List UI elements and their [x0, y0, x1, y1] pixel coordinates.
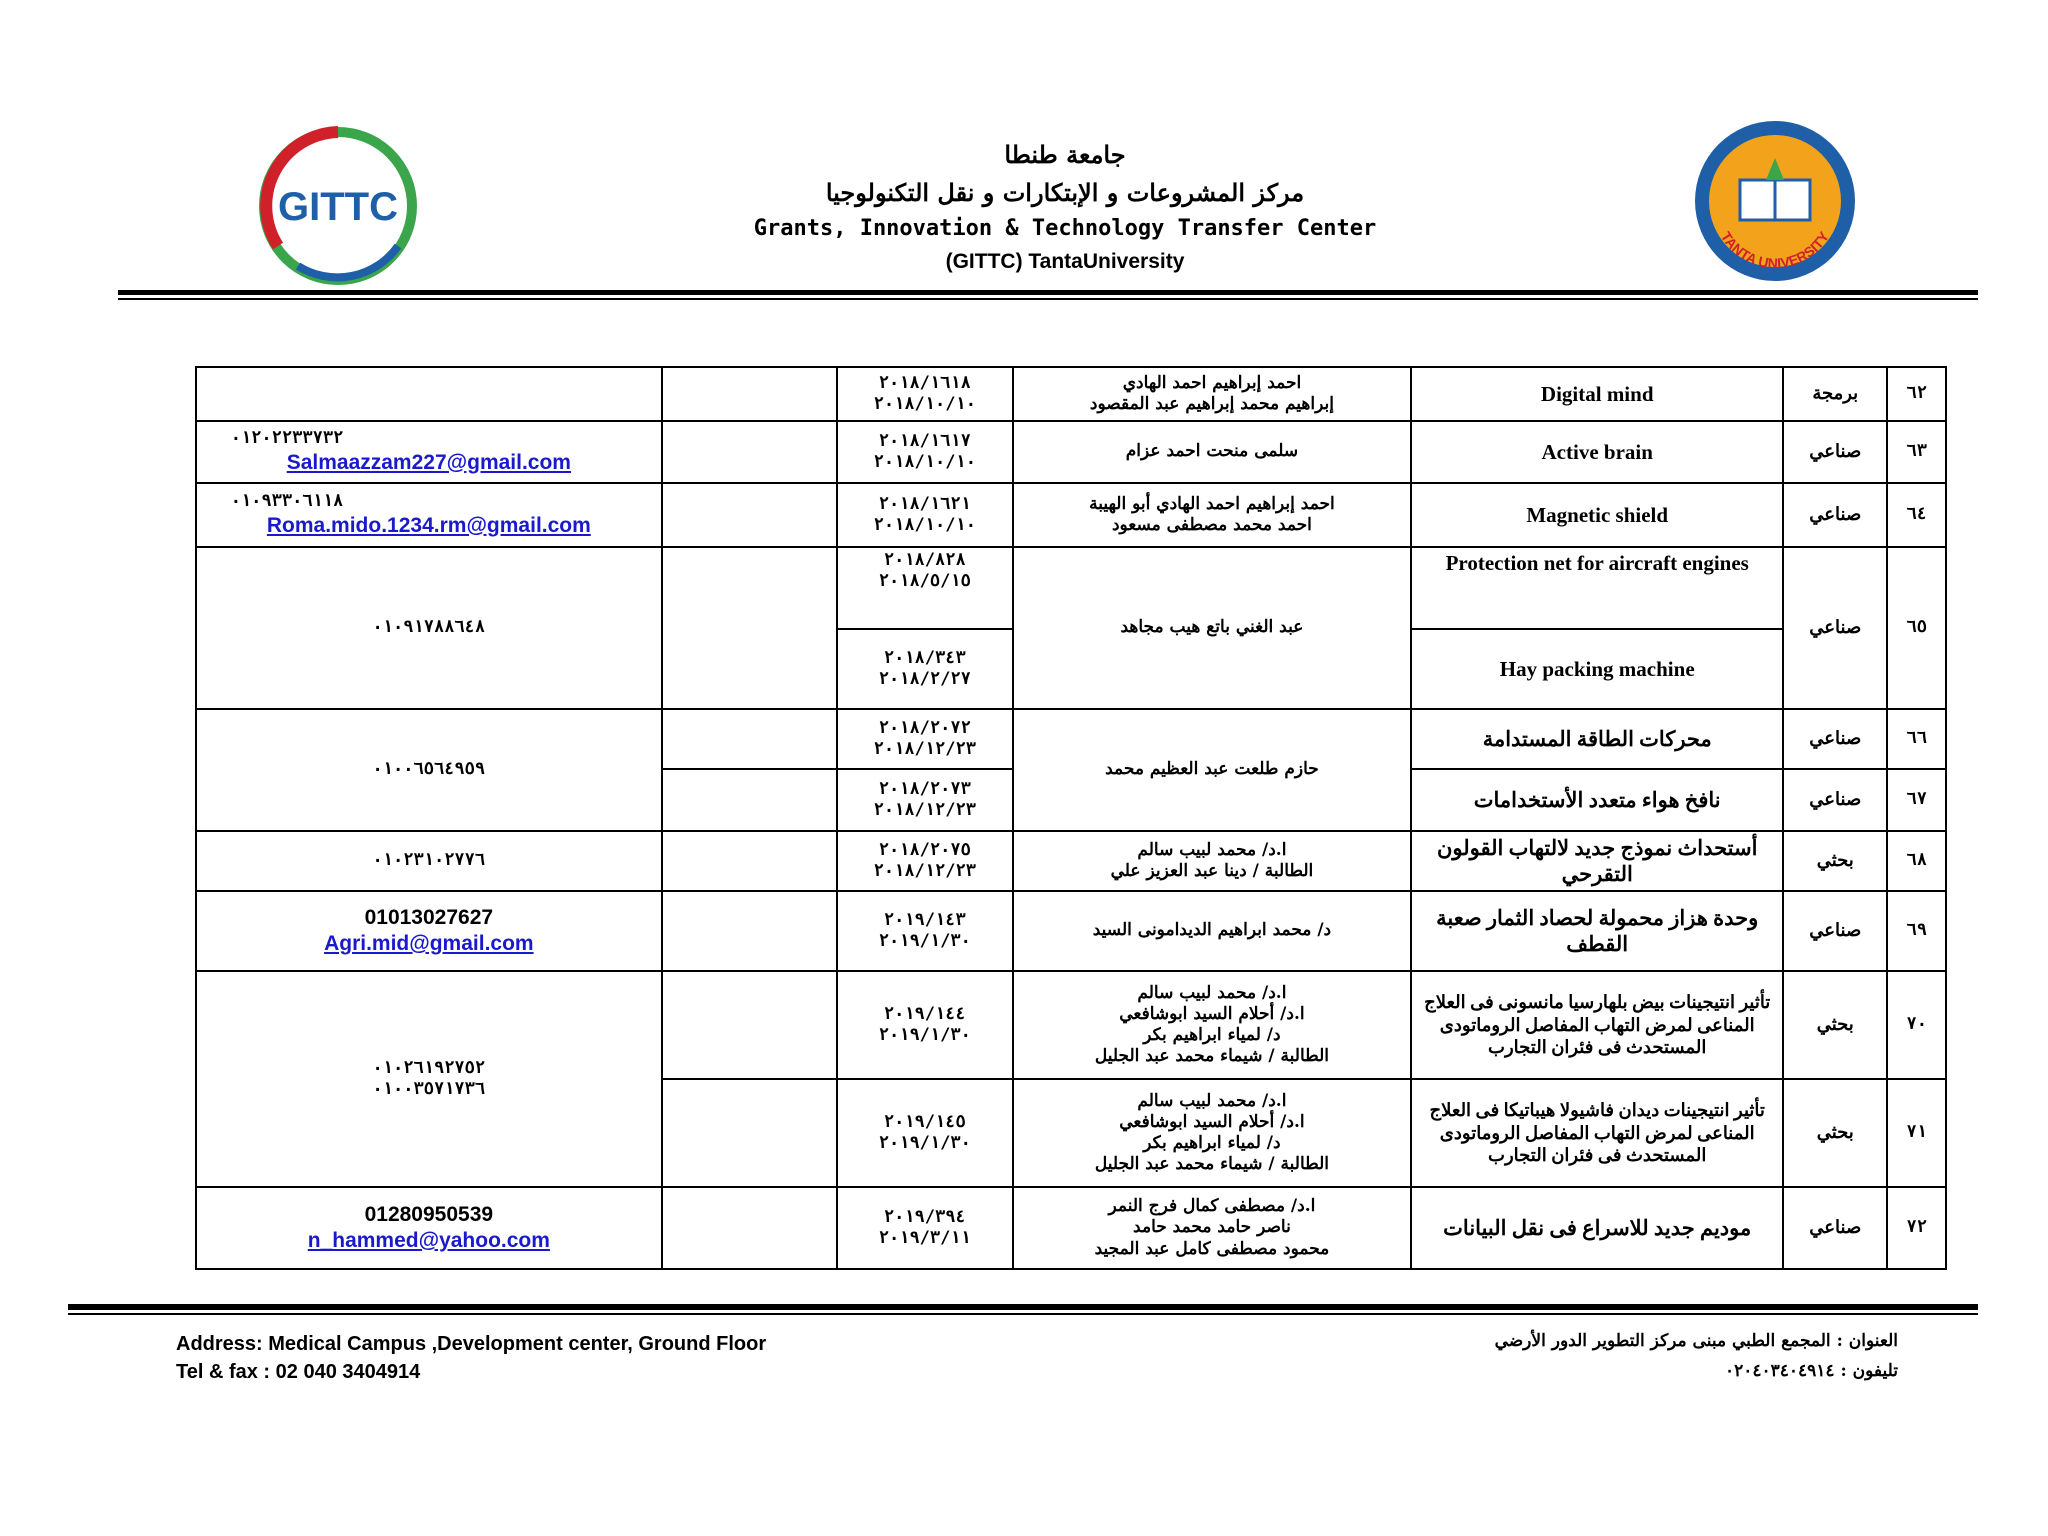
contact-email-link[interactable]: Roma.mido.1234.rm@gmail.com — [266, 513, 591, 537]
record-number: ٢٠١٩/١٤٤ — [883, 1003, 966, 1024]
blank-cell — [662, 769, 837, 831]
date-cell — [837, 891, 1012, 971]
record-number: ٢٠١٨/٣٤٣ — [883, 647, 966, 668]
blank-cell — [662, 1187, 837, 1269]
project-type: برمجة — [1783, 367, 1887, 421]
record-date: ٢٠١٨/٢/٢٧ — [878, 669, 971, 689]
names-cell — [1013, 1187, 1412, 1269]
blank-cell — [662, 421, 837, 483]
person-name: الطالبة / دينا عبد العزيز علي — [1110, 861, 1314, 881]
contact-phone: ٠١٠٩٣٣٠٦١١٨ — [230, 491, 344, 512]
person-name: د/ محمد ابراهيم الديدامونى السيد — [1092, 920, 1332, 941]
row-number: ٦٤ — [1887, 483, 1946, 547]
blank-cell — [662, 1079, 837, 1187]
person-name: الطالبة / شيماء محمد عبد الجليل — [1094, 1154, 1330, 1175]
table-row — [196, 421, 1946, 483]
record-date: ٢٠١٩/١/٣٠ — [878, 931, 971, 951]
blank-cell — [662, 709, 837, 769]
date-cell — [837, 367, 1012, 421]
names-cell — [1013, 1079, 1412, 1187]
project-title: Protection net for aircraft engines — [1411, 547, 1783, 629]
names-cell — [1013, 831, 1412, 891]
university-name-ar: جامعة طنطا — [1004, 140, 1126, 169]
names-cell — [1013, 891, 1412, 971]
table-row — [196, 547, 1946, 629]
contact-phone: ٠١٠٠٣٥٧١٧٣٦ — [372, 1079, 486, 1099]
record-number: ٢٠١٩/٣٩٤ — [883, 1206, 966, 1227]
blank-cell — [662, 971, 837, 1079]
table-row — [196, 367, 1946, 421]
contact-cell — [196, 367, 662, 421]
person-name: ا.د/ مصطفى كمال فرج النمر — [1108, 1196, 1316, 1217]
table-row — [196, 831, 1946, 891]
record-date: ٢٠١٨/٥/١٥ — [878, 571, 971, 592]
project-title: نافخ هواء متعدد الأستخدامات — [1411, 769, 1783, 831]
contact-email-link[interactable]: Agri.mid@gmail.com — [324, 932, 534, 955]
person-name: الطالبة / شيماء محمد عبد الجليل — [1094, 1046, 1330, 1067]
record-date: ٢٠١٩/١/٣٠ — [878, 1133, 971, 1153]
innovations-table — [195, 366, 1947, 1270]
project-type: صناعي — [1783, 1187, 1887, 1269]
record-date: ٢٠١٩/١/٣٠ — [878, 1025, 971, 1045]
footer-address-ar: العنوان : المجمع الطبي مبنى مركز التطوير الدور الأرضي — [1494, 1331, 1898, 1351]
project-type: صناعي — [1783, 891, 1887, 971]
blank-cell — [662, 547, 837, 709]
tanta-university-seal — [1692, 118, 1858, 284]
project-type: صناعي — [1783, 483, 1887, 547]
contact-cell — [196, 971, 662, 1187]
person-name: محمود مصطفى كامل عبد المجيد — [1094, 1238, 1330, 1259]
date-cell — [837, 483, 1012, 547]
center-name-en: Grants, Innovation & Technology Transfer Center — [753, 216, 1377, 241]
table-row — [196, 971, 1946, 1079]
record-date: ٢٠١٩/٣/١١ — [878, 1228, 971, 1248]
record-number: ٢٠١٨/١٦١٧ — [878, 430, 971, 451]
header-rule — [118, 290, 1978, 295]
person-name: احمد إبراهيم احمد الهادي — [1122, 372, 1302, 393]
row-number: ٦٣ — [1887, 421, 1946, 483]
record-date: ٢٠١٨/١٠/١٠ — [873, 452, 976, 472]
letterhead — [0, 0, 2048, 320]
project-title: تأثير انتيجينات بيض بلهارسيا مانسونى فى العلاج المناعى لمرض التهاب المفاصل الروماتودى المستحدث فى فئران التجارب — [1411, 971, 1783, 1079]
date-cell — [837, 547, 1012, 629]
table-row — [196, 891, 1946, 971]
record-date: ٢٠١٨/١٠/١٠ — [873, 394, 976, 414]
row-number: ٦٩ — [1887, 891, 1946, 971]
contact-phone: ٠١٠٢٣١٠٢٧٧٦ — [196, 831, 662, 891]
date-cell — [837, 769, 1012, 831]
blank-cell — [662, 483, 837, 547]
project-title: محركات الطاقة المستدامة — [1411, 709, 1783, 769]
record-number: ٢٠١٨/٢٠٧٣ — [878, 778, 971, 799]
project-title: موديم جديد للاسراع فى نقل البيانات — [1411, 1187, 1783, 1269]
gittc-logo-text: GITTC — [278, 185, 398, 229]
person-name: إبراهيم محمد إبراهيم عبد المقصود — [1089, 394, 1334, 414]
seal-text: TANTA UNIVERSITY — [1717, 228, 1833, 272]
person-name: حازم طلعت عبد العظيم محمد — [1013, 709, 1412, 831]
record-date: ٢٠١٨/١٢/٢٣ — [873, 739, 976, 759]
center-name-ar: مركز المشروعات و الإبتكارات و نقل التكنولوجيا — [825, 178, 1305, 207]
record-number: ٢٠١٨/٢٠٧٢ — [878, 717, 971, 738]
row-number: ٦٦ — [1887, 709, 1946, 769]
names-cell — [1013, 367, 1412, 421]
person-name: ا.د/ أحلام السيد ابوشافعي — [1119, 1003, 1305, 1024]
record-number: ٢٠١٩/١٤٣ — [883, 909, 966, 930]
footer-rule-thin — [68, 1313, 1978, 1315]
row-number: ٦٢ — [1887, 367, 1946, 421]
contact-phone: ٠١٠٢٦١٩٢٧٥٢ — [372, 1057, 486, 1078]
person-name: عبد الغني باتع هيب مجاهد — [1013, 547, 1412, 709]
person-name: احمد محمد مصطفى مسعود — [1111, 515, 1312, 535]
date-cell — [837, 1079, 1012, 1187]
person-name: سلمى منحت احمد عزام — [1125, 441, 1299, 462]
footer-contact-en — [176, 1330, 766, 1386]
project-type: صناعي — [1783, 421, 1887, 483]
contact-email-link[interactable]: n_hammed@yahoo.com — [307, 1229, 550, 1252]
table-row — [196, 1187, 1946, 1269]
person-name: د/ لمياء ابراهيم بكر — [1143, 1133, 1281, 1153]
contact-phone: ٠١٠٩١٧٨٨٦٤٨ — [196, 547, 662, 709]
project-title: Digital mind — [1411, 367, 1783, 421]
center-short-name: (GITTC) TantaUniversity — [945, 250, 1185, 273]
project-title: تأثير انتيجينات ديدان فاشيولا هيباتيكا فى العلاج المناعى لمرض التهاب المفاصل الروماتودى المستحدث فى فئران التجارب — [1411, 1079, 1783, 1187]
person-name: ا.د/ محمد لبيب سالم — [1137, 1090, 1287, 1111]
contact-phone: 01280950539 — [364, 1202, 494, 1226]
date-cell — [837, 709, 1012, 769]
footer-rule — [68, 1304, 1978, 1310]
record-date: ٢٠١٨/١٢/٢٣ — [873, 861, 976, 881]
footer-tel-en: Tel & fax : 02 040 3404914 — [176, 1361, 421, 1383]
footer-contact-ar — [1495, 1326, 1898, 1386]
names-cell — [1013, 421, 1412, 483]
project-type: بحثي — [1783, 971, 1887, 1079]
contact-cell — [196, 421, 662, 483]
project-title: Active brain — [1411, 421, 1783, 483]
project-type: صناعي — [1783, 769, 1887, 831]
date-cell — [837, 421, 1012, 483]
project-type: بحثي — [1783, 831, 1887, 891]
row-number: ٧١ — [1887, 1079, 1946, 1187]
blank-cell — [662, 891, 837, 971]
record-number: ٢٠١٨/٢٠٧٥ — [878, 839, 971, 860]
person-name: ا.د/ محمد لبيب سالم — [1137, 839, 1287, 860]
table-row — [196, 709, 1946, 769]
project-title: أستحداث نموذج جديد لالتهاب القولون التقرحي — [1411, 831, 1783, 891]
project-type: صناعي — [1783, 547, 1887, 709]
project-type: صناعي — [1783, 709, 1887, 769]
person-name: ا.د/ محمد لبيب سالم — [1137, 982, 1287, 1003]
record-number: ٢٠١٩/١٤٥ — [883, 1111, 966, 1132]
person-name: د/ لمياء ابراهيم بكر — [1143, 1025, 1281, 1045]
contact-email-link[interactable]: Salmaazzam227@gmail.com — [286, 450, 571, 474]
date-cell — [837, 1187, 1012, 1269]
row-number: ٧٢ — [1887, 1187, 1946, 1269]
row-number: ٦٥ — [1887, 547, 1946, 709]
contact-phone: 01013027627 — [364, 905, 494, 929]
row-number: ٦٧ — [1887, 769, 1946, 831]
blank-cell — [662, 831, 837, 891]
person-name: ا.د/ أحلام السيد ابوشافعي — [1119, 1111, 1305, 1132]
person-name: ناصر حامد محمد حامد — [1133, 1217, 1291, 1238]
blank-cell — [662, 367, 837, 421]
project-title: Hay packing machine — [1411, 629, 1783, 709]
record-date: ٢٠١٨/١٢/٢٣ — [873, 800, 976, 820]
gittc-logo — [258, 126, 418, 286]
contact-cell — [196, 483, 662, 547]
table-row — [196, 483, 1946, 547]
record-date: ٢٠١٨/١٠/١٠ — [873, 515, 976, 535]
project-type: بحثي — [1783, 1079, 1887, 1187]
contact-cell — [196, 1187, 662, 1269]
record-number: ٢٠١٨/١٦١٨ — [878, 372, 971, 393]
header-rule-thin — [118, 298, 1978, 300]
contact-phone: ٠١٢٠٢٢٣٣٧٣٢ — [230, 428, 344, 449]
person-name: احمد إبراهيم احمد الهادي أبو الهيبة — [1089, 493, 1335, 514]
project-title: Magnetic shield — [1411, 483, 1783, 547]
names-cell — [1013, 483, 1412, 547]
names-cell — [1013, 971, 1412, 1079]
row-number: ٦٨ — [1887, 831, 1946, 891]
date-cell — [837, 971, 1012, 1079]
footer-address-en: Address: Medical Campus ,Development center, Ground Floor — [176, 1333, 767, 1355]
contact-cell — [196, 891, 662, 971]
date-cell — [837, 629, 1012, 709]
footer-tel-ar: تليفون : ٠٢٠٤٠٣٤٠٤٩١٤ — [1724, 1361, 1898, 1381]
row-number: ٧٠ — [1887, 971, 1946, 1079]
contact-phone: ٠١٠٠٦٥٦٤٩٥٩ — [196, 709, 662, 831]
record-number: ٢٠١٨/١٦٢١ — [878, 493, 971, 514]
record-number: ٢٠١٨/٨٢٨ — [883, 550, 966, 570]
project-title: وحدة هزاز محمولة لحصاد الثمار صعبة القطف — [1411, 891, 1783, 971]
date-cell — [837, 831, 1012, 891]
